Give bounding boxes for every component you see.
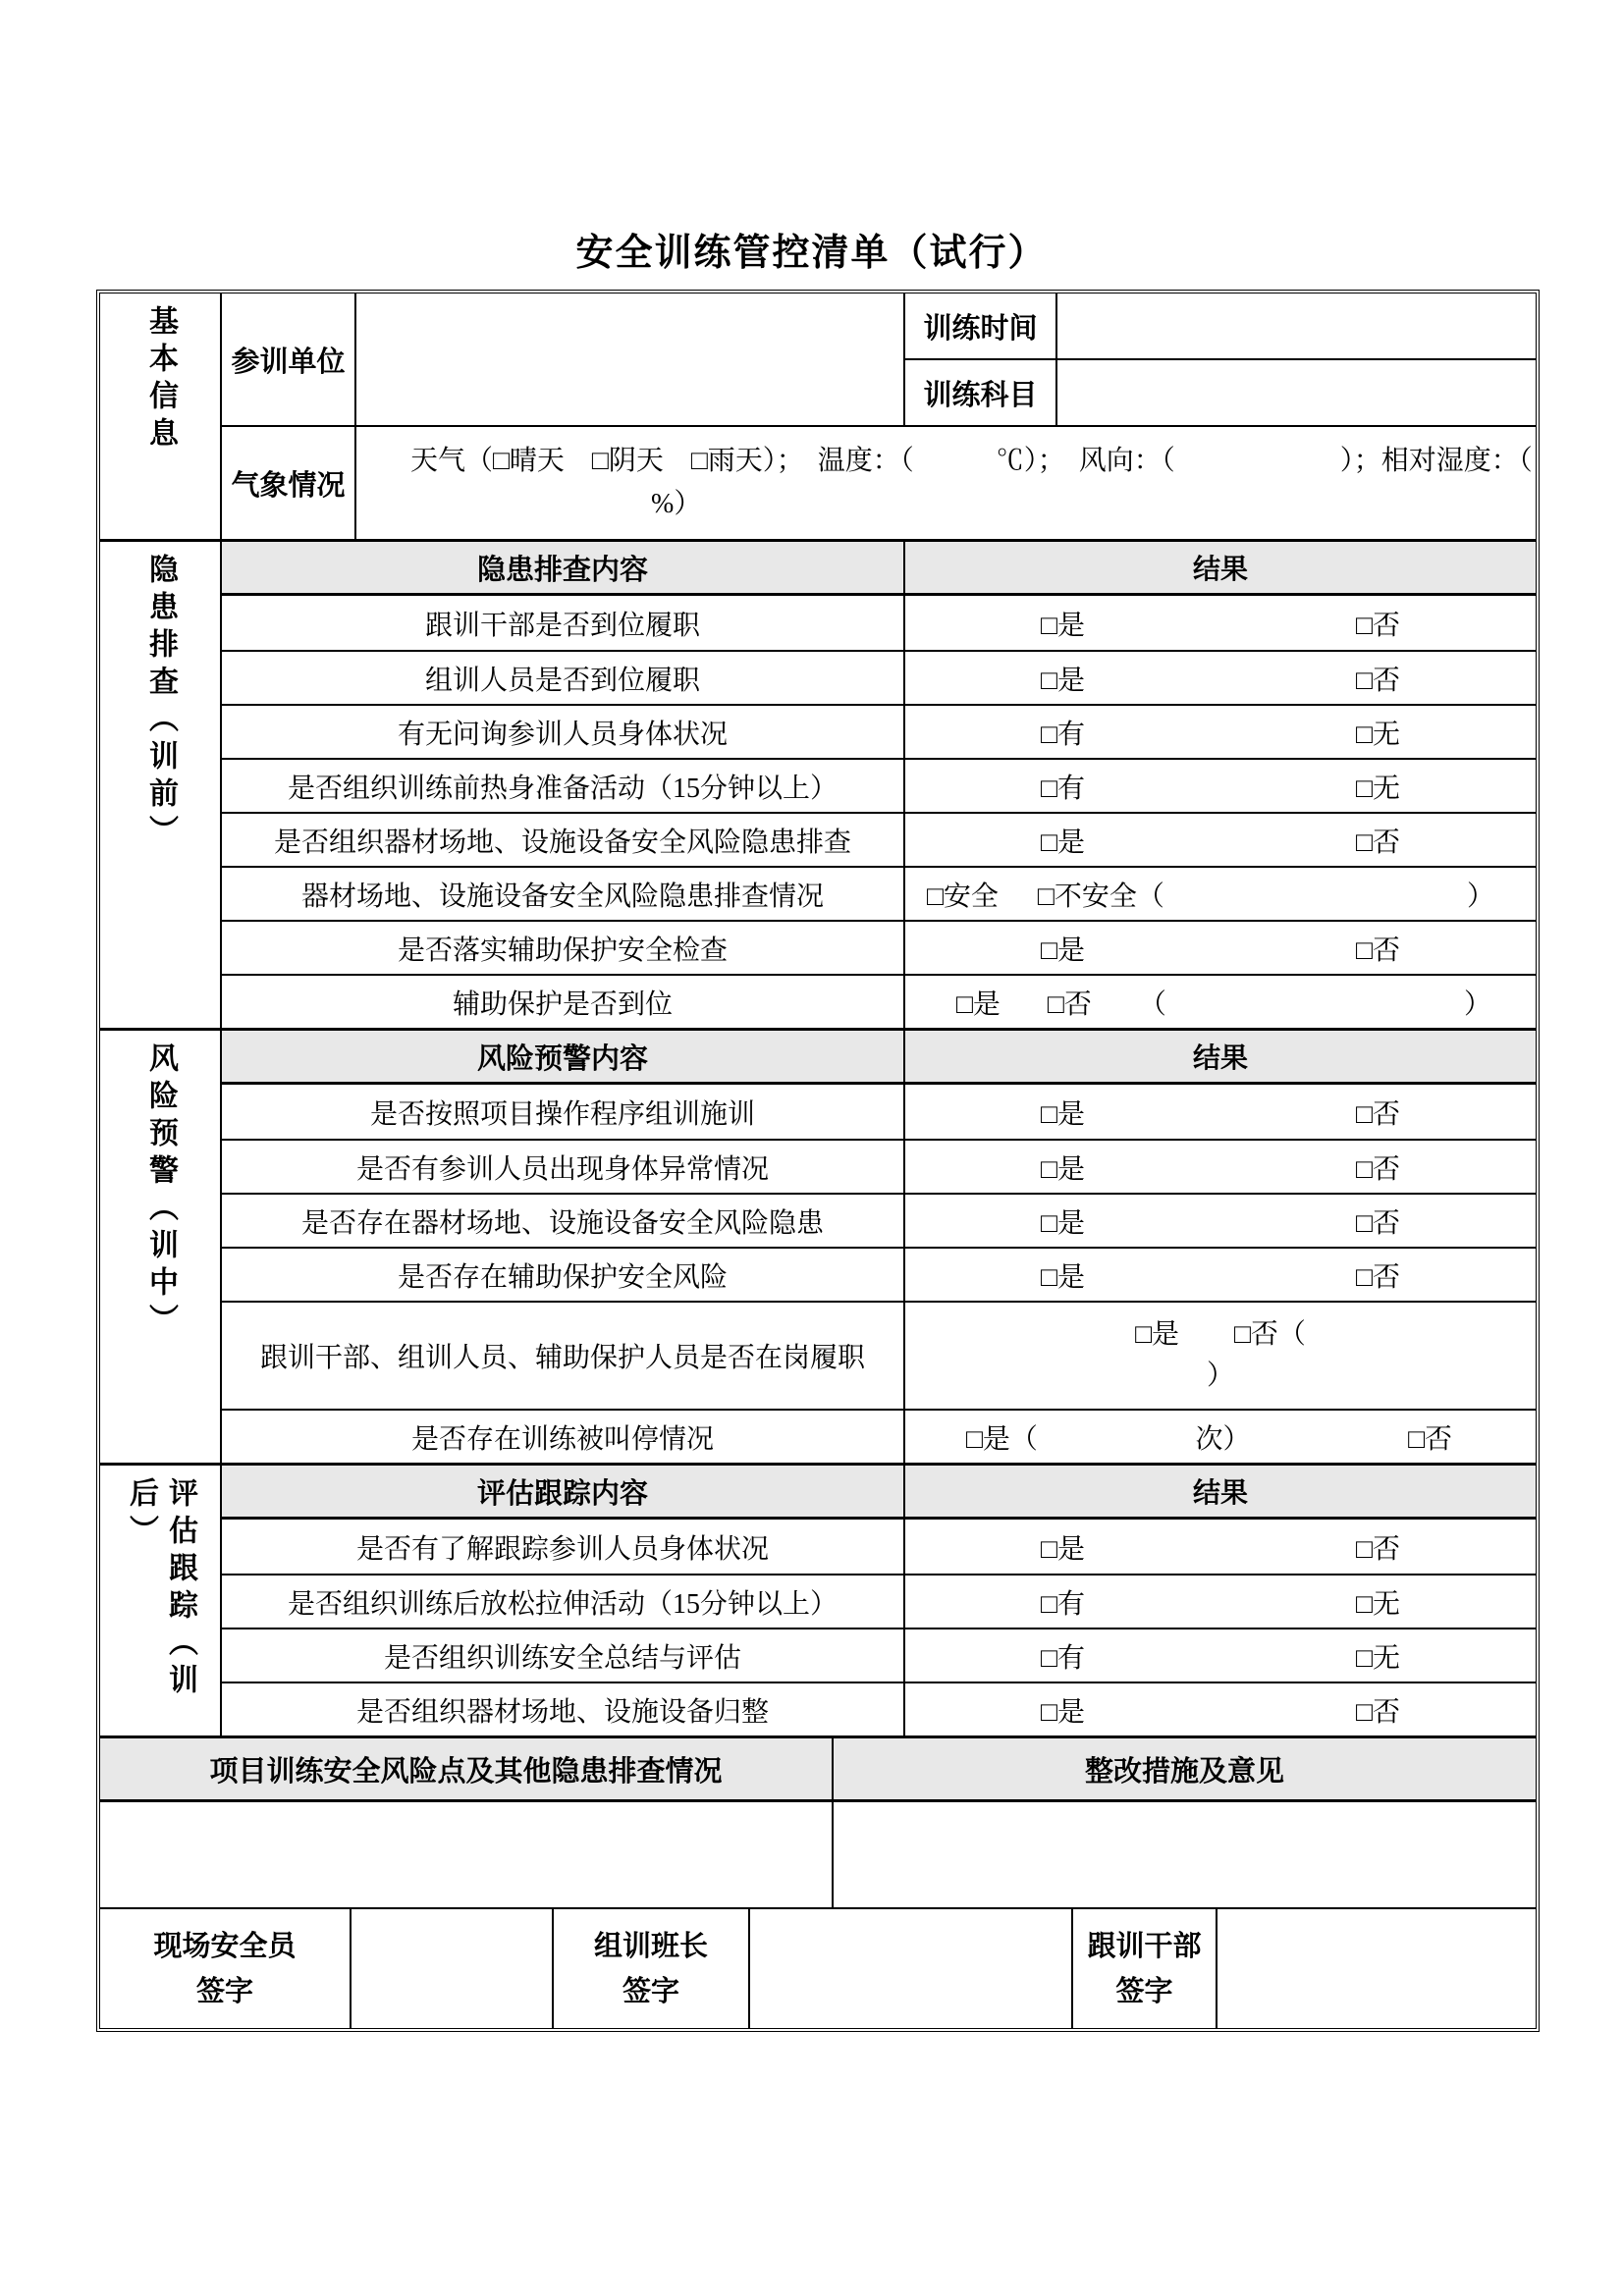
checkbox-option[interactable]: □是 bbox=[1041, 1261, 1085, 1293]
checkbox-option[interactable]: □是（ bbox=[966, 1423, 1038, 1455]
row-content: 组训人员是否到位履职 bbox=[222, 652, 905, 704]
checkbox-option[interactable]: □有 bbox=[1041, 1642, 1085, 1674]
basic-info-right bbox=[905, 294, 1536, 425]
checkbox-option[interactable]: □是 bbox=[1041, 1533, 1085, 1565]
training-squad-leader-signature-cell[interactable] bbox=[750, 1909, 1073, 2028]
checkbox-option[interactable]: □否 bbox=[1356, 1261, 1400, 1293]
checkbox-option[interactable]: □不安全（ bbox=[1037, 881, 1164, 912]
row-content: 是否组织器材场地、设施设备归整 bbox=[222, 1683, 905, 1735]
risk-points-input-area[interactable] bbox=[100, 1802, 834, 1907]
row-content: 是否存在辅助保护安全风险 bbox=[222, 1249, 905, 1301]
table-row bbox=[222, 1409, 1536, 1463]
table-row bbox=[222, 1682, 1536, 1735]
signature-row bbox=[100, 1907, 1536, 2028]
section-header-row bbox=[222, 1031, 1536, 1085]
site-safety-officer-signature-cell[interactable] bbox=[352, 1909, 554, 2028]
content-column-header: 评估跟踪内容 bbox=[222, 1466, 905, 1517]
unit-value-cell[interactable] bbox=[356, 294, 905, 425]
site-safety-officer-signature-label bbox=[100, 1909, 352, 2028]
row-result bbox=[905, 1141, 1536, 1193]
signature-label-line: 签字 bbox=[622, 1975, 679, 2007]
row-content: 辅助保护是否到位 bbox=[222, 976, 905, 1028]
weather-row bbox=[222, 425, 1536, 539]
table-row bbox=[222, 866, 1536, 920]
remarks-body-row bbox=[100, 1802, 1536, 1907]
remarks-header-row bbox=[100, 1738, 1536, 1802]
row-result bbox=[905, 1303, 1536, 1409]
section-label-line: 隐患排查（训前） bbox=[144, 554, 177, 852]
basic-info-top bbox=[222, 294, 1536, 425]
row-result bbox=[905, 868, 1536, 920]
checkbox-option[interactable]: □是 bbox=[1041, 665, 1085, 696]
table-row bbox=[222, 1085, 1536, 1139]
table-row bbox=[222, 758, 1536, 812]
table-row bbox=[222, 1139, 1536, 1193]
corrective-measures-input-area[interactable] bbox=[834, 1802, 1536, 1907]
table-row bbox=[222, 920, 1536, 974]
row-content: 跟训干部、组训人员、辅助保护人员是否在岗履职 bbox=[222, 1303, 905, 1409]
checkbox-option[interactable]: □有 bbox=[1041, 1588, 1085, 1620]
table-row bbox=[222, 650, 1536, 704]
row-result bbox=[905, 1683, 1536, 1735]
row-result bbox=[905, 814, 1536, 866]
section-label-line: 后） bbox=[125, 1477, 157, 1552]
row-result bbox=[905, 1249, 1536, 1301]
table-row bbox=[222, 1574, 1536, 1628]
checkbox-option[interactable]: □否 bbox=[1356, 1098, 1400, 1130]
row-content: 是否有参训人员出现身体异常情况 bbox=[222, 1141, 905, 1193]
row-content: 是否有了解跟踪参训人员身体状况 bbox=[222, 1520, 905, 1574]
checkbox-option[interactable]: □否 bbox=[1356, 1207, 1400, 1239]
training-subject-value-cell[interactable] bbox=[1057, 360, 1536, 425]
checkbox-option[interactable]: □无 bbox=[1356, 719, 1400, 750]
training-time-value-cell[interactable] bbox=[1057, 294, 1536, 358]
accompanying-cadre-signature-label bbox=[1073, 1909, 1217, 2028]
row-result bbox=[905, 976, 1536, 1028]
table-row bbox=[222, 1247, 1536, 1301]
table-row bbox=[222, 1520, 1536, 1574]
unit-label: 参训单位 bbox=[222, 294, 356, 425]
table-row bbox=[222, 704, 1536, 758]
corrective-measures-header: 整改措施及意见 bbox=[1084, 1755, 1284, 1788]
checkbox-option[interactable]: ） bbox=[1206, 1361, 1234, 1391]
section-body bbox=[222, 542, 1536, 1028]
section-basic-info bbox=[100, 294, 1536, 539]
checkbox-option[interactable]: □否 bbox=[1356, 934, 1400, 966]
checkbox-option[interactable]: □否 bbox=[1408, 1423, 1452, 1455]
vertical-label bbox=[140, 1042, 180, 1463]
row-content: 是否按照项目操作程序组训施训 bbox=[222, 1085, 905, 1139]
content-column-header: 风险预警内容 bbox=[222, 1031, 905, 1082]
checkbox-option[interactable]: □否 bbox=[1047, 988, 1092, 1020]
row-result bbox=[905, 1085, 1536, 1139]
basic-info-body bbox=[222, 294, 1536, 539]
section-body bbox=[222, 1466, 1536, 1735]
table-row bbox=[222, 596, 1536, 650]
signature-label-line: 现场安全员 bbox=[153, 1930, 297, 1962]
section-label-line: 评估跟踪（训 bbox=[164, 1477, 196, 1701]
row-content: 是否组织训练安全总结与评估 bbox=[222, 1629, 905, 1682]
result-column-header: 结果 bbox=[1192, 1042, 1248, 1073]
training-subject-label: 训练科目 bbox=[905, 360, 1057, 425]
section-body bbox=[222, 1031, 1536, 1463]
checkbox-option[interactable]: □是 bbox=[1041, 1098, 1085, 1130]
row-result bbox=[905, 1195, 1536, 1247]
checkbox-option[interactable]: □是 bbox=[1041, 610, 1085, 641]
weather-line: %） bbox=[651, 489, 702, 519]
checkbox-option[interactable]: □安全 bbox=[927, 881, 999, 912]
section-label-line: 基本信息 bbox=[144, 305, 177, 454]
signature-label-line: 组训班长 bbox=[593, 1930, 708, 1962]
row-content: 是否存在器材场地、设施设备安全风险隐患 bbox=[222, 1195, 905, 1247]
vertical-label bbox=[140, 305, 180, 539]
result-text: （ bbox=[1138, 988, 1166, 1020]
row-result bbox=[905, 1411, 1536, 1463]
section-remarks bbox=[100, 1735, 1536, 2028]
section-label-basic-info bbox=[100, 294, 222, 539]
section-eval-post bbox=[100, 1463, 1536, 1735]
checkbox-option[interactable]: □否 bbox=[1356, 665, 1400, 696]
row-content: 器材场地、设施设备安全风险隐患排查情况 bbox=[222, 868, 905, 920]
table-row bbox=[222, 1628, 1536, 1682]
checkbox-option[interactable]: □无 bbox=[1356, 773, 1400, 804]
row-result bbox=[905, 922, 1536, 974]
row-content: 是否组织器材场地、设施设备安全风险隐患排查 bbox=[222, 814, 905, 866]
table-row bbox=[222, 1301, 1536, 1409]
section-risk-during bbox=[100, 1028, 1536, 1463]
row-result bbox=[905, 652, 1536, 704]
row-result bbox=[905, 706, 1536, 758]
row-result bbox=[905, 1629, 1536, 1682]
checkbox-option[interactable]: □否 bbox=[1356, 827, 1400, 858]
row-result bbox=[905, 596, 1536, 650]
checkbox-option[interactable]: □否 bbox=[1356, 1696, 1400, 1728]
checklist-table bbox=[96, 290, 1540, 2032]
row-content: 跟训干部是否到位履职 bbox=[222, 596, 905, 650]
checkbox-option[interactable]: □有 bbox=[1041, 773, 1085, 804]
weather-label: 气象情况 bbox=[222, 427, 356, 539]
result-text: ） bbox=[1463, 988, 1491, 1020]
result-text: ） bbox=[1466, 881, 1494, 912]
page-title: 安全训练管控清单（试行） bbox=[575, 233, 1048, 274]
row-result bbox=[905, 1575, 1536, 1628]
risk-points-header: 项目训练安全风险点及其他隐患排查情况 bbox=[100, 1738, 834, 1799]
checkbox-option[interactable]: □是 bbox=[956, 988, 1001, 1020]
signature-label-line: 签字 bbox=[1115, 1975, 1173, 2007]
table-row bbox=[222, 812, 1536, 866]
checkbox-option[interactable]: □是 □否（ bbox=[1135, 1319, 1306, 1350]
section-label-risk-during bbox=[100, 1031, 222, 1463]
section-label-line: 风险预警（训中） bbox=[144, 1042, 177, 1341]
result-column-header: 结果 bbox=[1192, 554, 1248, 584]
row-result bbox=[905, 760, 1536, 812]
result-column-header: 结果 bbox=[1192, 1477, 1248, 1508]
content-column-header: 隐患排查内容 bbox=[222, 542, 905, 593]
training-time-label: 训练时间 bbox=[905, 294, 1057, 358]
accompanying-cadre-signature-cell[interactable] bbox=[1217, 1909, 1536, 2028]
signature-label-line: 跟训干部 bbox=[1087, 1930, 1202, 1962]
signature-label-line: 签字 bbox=[195, 1975, 253, 2007]
checkbox-option[interactable]: □否 bbox=[1356, 610, 1400, 641]
checkbox-option[interactable]: □有 bbox=[1041, 719, 1085, 750]
vertical-label bbox=[140, 554, 180, 1028]
checkbox-option[interactable]: □无 bbox=[1356, 1642, 1400, 1674]
result-text: 次） bbox=[1195, 1423, 1251, 1455]
section-header-row bbox=[222, 1466, 1536, 1520]
checkbox-option[interactable]: □否 bbox=[1356, 1533, 1400, 1565]
row-content: 是否存在训练被叫停情况 bbox=[222, 1411, 905, 1463]
row-content: 是否落实辅助保护安全检查 bbox=[222, 922, 905, 974]
training-squad-leader-signature-label bbox=[554, 1909, 750, 2028]
row-content: 是否组织训练后放松拉伸活动（15分钟以上） bbox=[222, 1575, 905, 1628]
checkbox-option[interactable]: □是 bbox=[1041, 934, 1085, 966]
row-content: 有无问询参训人员身体状况 bbox=[222, 706, 905, 758]
checkbox-option[interactable]: □是 bbox=[1041, 827, 1085, 858]
weather-line: 天气（□晴天 □阴天 □雨天）； 温度：（ ℃）； 风向：（ ）；相对湿度：（ bbox=[410, 446, 1533, 476]
row-result bbox=[905, 1520, 1536, 1574]
weather-options-text[interactable] bbox=[356, 427, 1536, 539]
section-label-eval-post bbox=[100, 1466, 222, 1735]
checkbox-option[interactable]: □否 bbox=[1356, 1153, 1400, 1185]
table-row bbox=[222, 974, 1536, 1028]
section-header-row bbox=[222, 542, 1536, 596]
checkbox-option[interactable]: □是 bbox=[1041, 1153, 1085, 1185]
vertical-label bbox=[121, 1477, 199, 1735]
checkbox-option[interactable]: □无 bbox=[1356, 1588, 1400, 1620]
section-hazard-pre bbox=[100, 539, 1536, 1028]
checkbox-option[interactable]: □是 bbox=[1041, 1696, 1085, 1728]
checkbox-option[interactable]: □是 bbox=[1041, 1207, 1085, 1239]
section-label-hazard-pre bbox=[100, 542, 222, 1028]
table-row bbox=[222, 1193, 1536, 1247]
row-content: 是否组织训练前热身准备活动（15分钟以上） bbox=[222, 760, 905, 812]
